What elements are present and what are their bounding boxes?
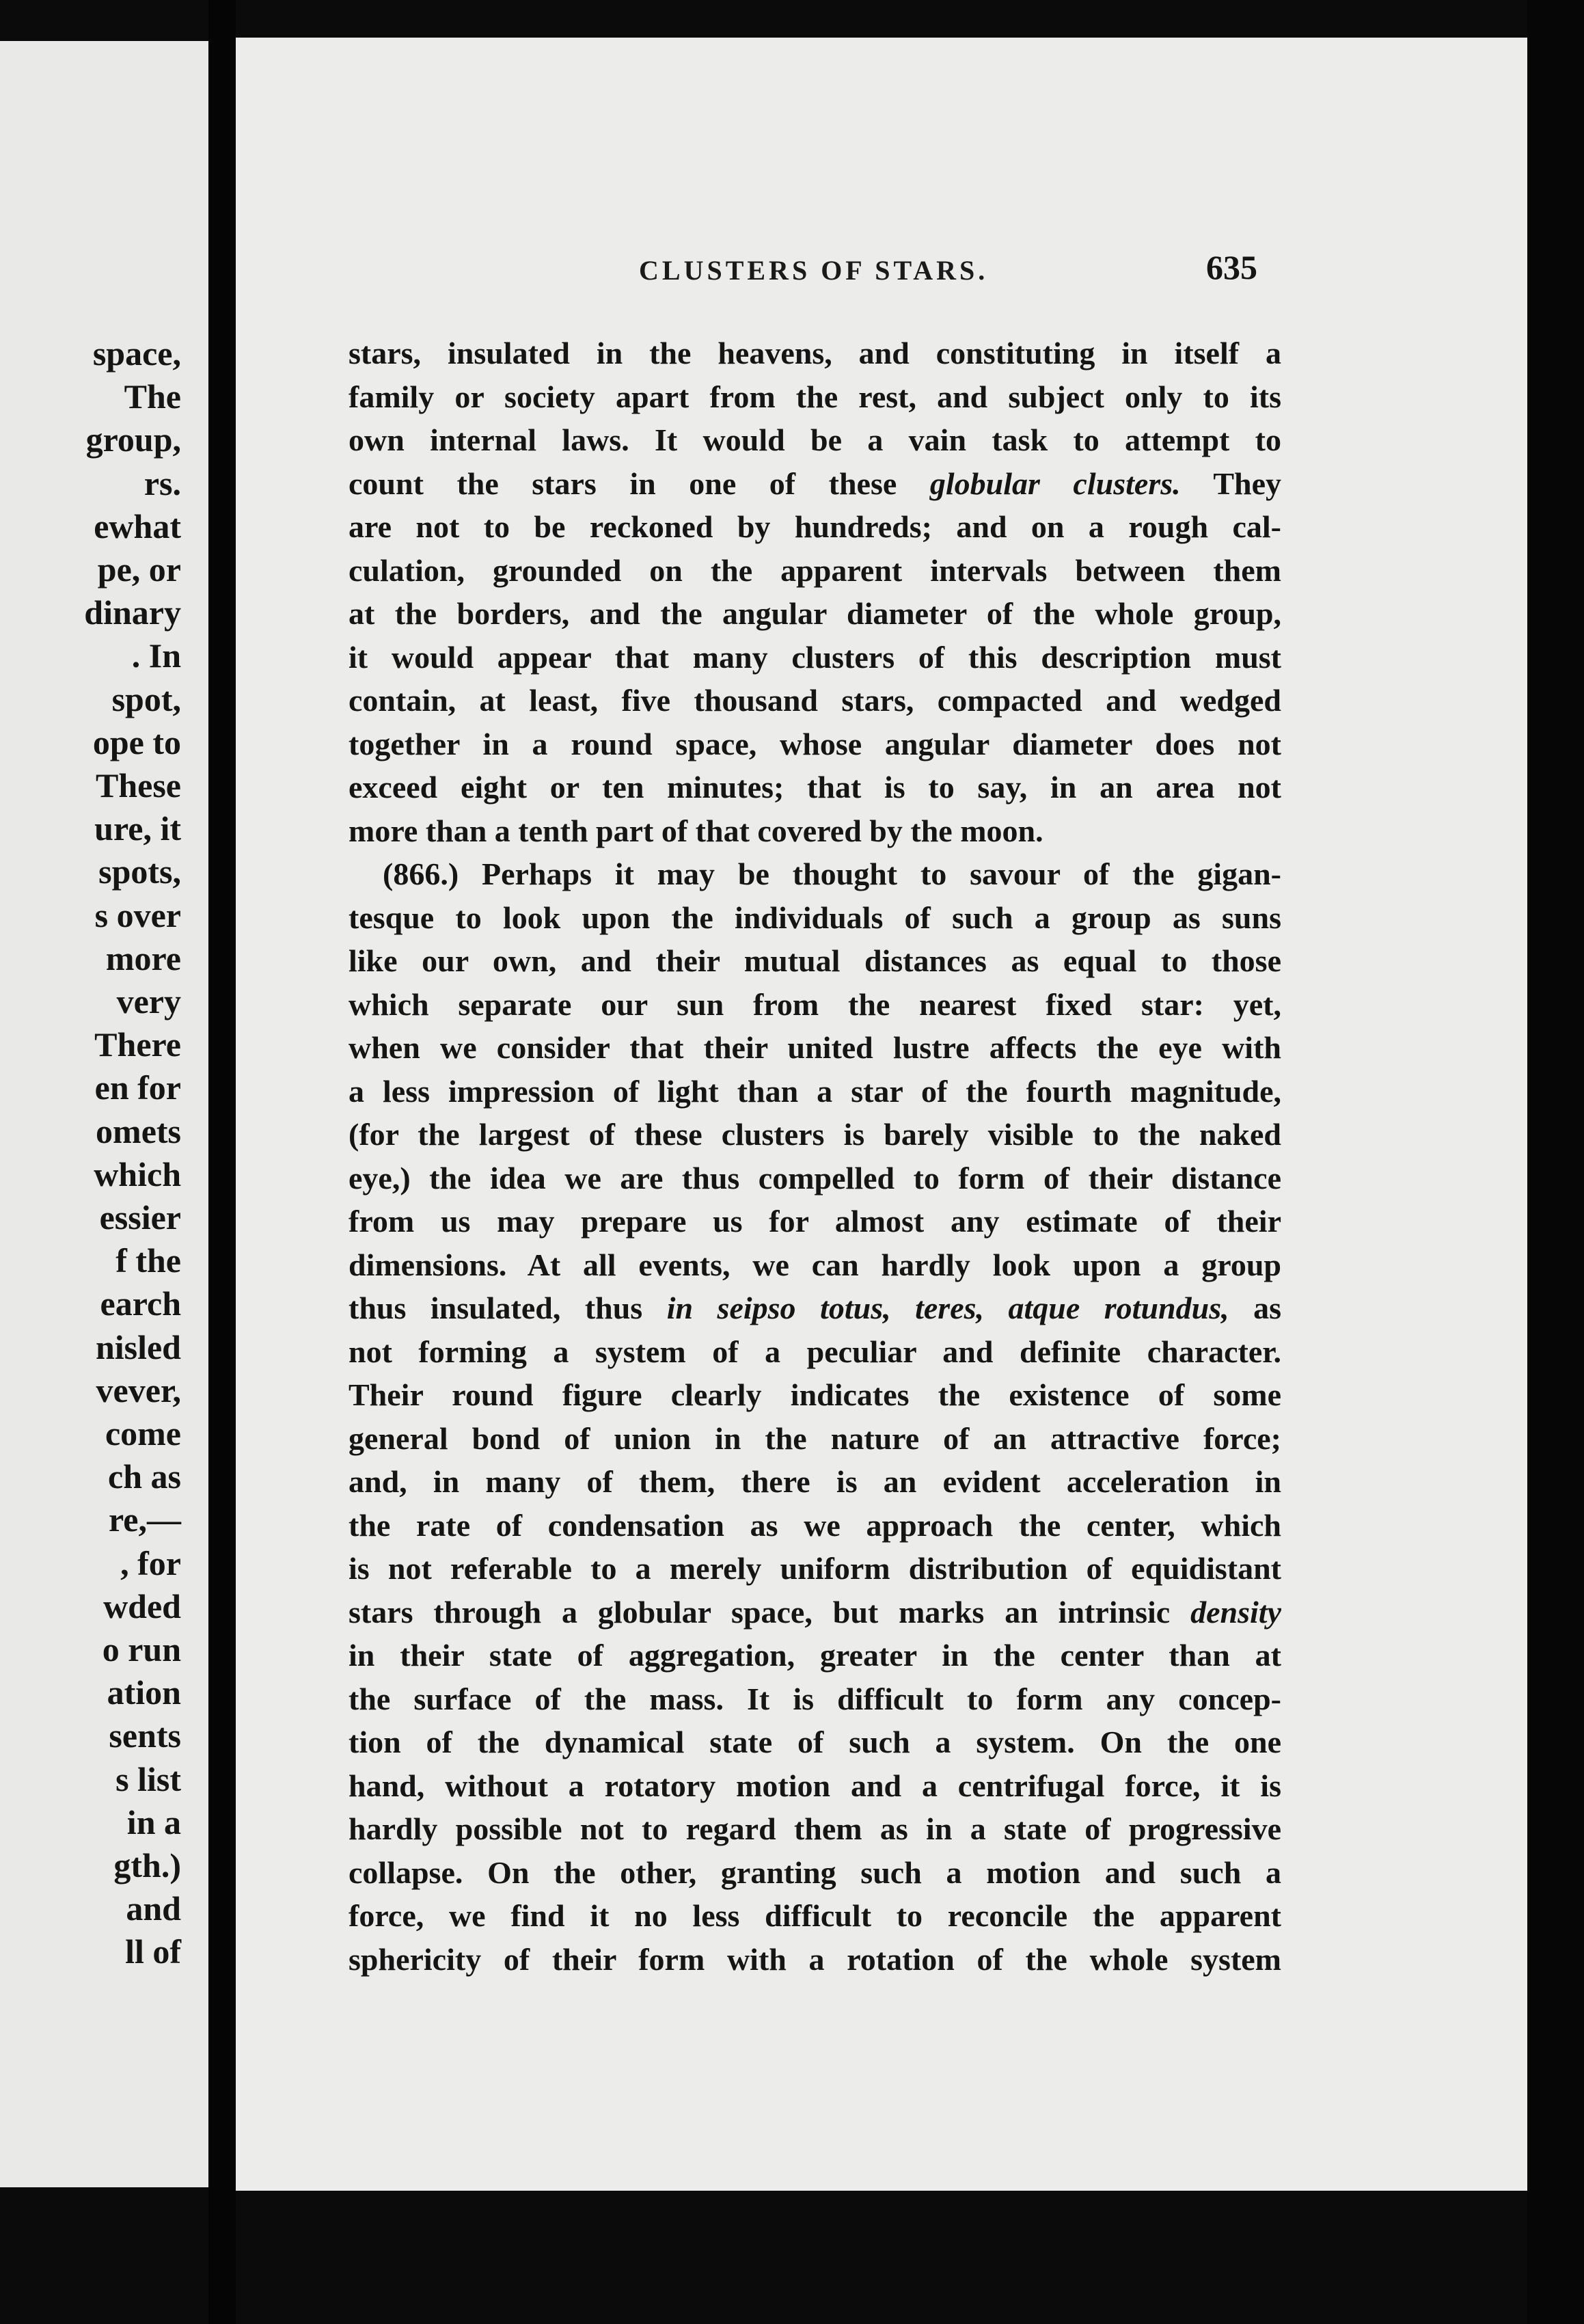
facing-page-line: gth.) <box>113 1846 181 1884</box>
facing-page-line: earch <box>100 1284 181 1323</box>
facing-page-line: ewhat <box>94 506 181 545</box>
facing-page-line: spots, <box>98 852 181 891</box>
text-line <box>349 636 1281 679</box>
text-segment: when we consider that their united lustre affects the eye with <box>349 1030 1281 1065</box>
text-segment: from us may prepare us for almost any estimate of their <box>349 1204 1281 1239</box>
text-line <box>349 1504 1281 1547</box>
text-segment: (for the largest of these clusters is barely visible to the naked <box>349 1117 1281 1152</box>
text-segment: own internal laws. It would be a vain task to attempt to <box>349 422 1281 457</box>
text-line <box>349 896 1281 939</box>
text-segment: the rate of condensation as we approach the center, which <box>349 1507 1281 1543</box>
text-line <box>349 679 1281 722</box>
text-line <box>349 418 1281 461</box>
facing-page-line: ure, it <box>94 809 181 848</box>
scan-border <box>1527 0 1584 2324</box>
facing-page-line: , for <box>120 1543 181 1582</box>
facing-page-line: The <box>124 377 181 416</box>
text-line <box>349 1113 1281 1156</box>
text-line <box>349 1330 1281 1373</box>
italic-phrase: density <box>1190 1594 1281 1630</box>
text-line <box>349 722 1281 766</box>
text-segment: general bond of union in the nature of an attractive force; <box>349 1420 1281 1456</box>
facing-page-line: pe, or <box>97 550 181 589</box>
facing-page-line: re,— <box>109 1500 181 1539</box>
facing-page-line: ope to <box>92 722 181 761</box>
facing-page-line: and <box>126 1889 181 1928</box>
facing-page-line: s over <box>94 895 181 934</box>
text-segment: They <box>1180 465 1281 501</box>
text-line <box>349 809 1281 852</box>
text-line <box>349 505 1281 548</box>
facing-page-line: rs. <box>144 463 181 502</box>
text-line <box>349 1070 1281 1113</box>
text-line <box>349 1807 1281 1850</box>
text-line <box>349 1851 1281 1894</box>
text-segment: and, in many of them, there is an evident acceleration in <box>349 1464 1281 1499</box>
text-line <box>349 1938 1281 1981</box>
text-segment: tesque to look upon the individuals of such a group as suns <box>349 900 1281 935</box>
text-segment: like our own, and their mutual distances as equal to those <box>349 943 1281 978</box>
facing-page-line: sents <box>109 1716 181 1755</box>
text-line <box>349 766 1281 809</box>
text-segment: thus insulated, thus <box>349 1291 667 1325</box>
text-segment: at the borders, and the angular diameter of the whole group, <box>349 596 1281 631</box>
text-segment: culation, grounded on the apparent intervals between them <box>349 552 1281 588</box>
text-segment: count the stars in one of these <box>349 465 930 501</box>
facing-page-line: These <box>96 766 181 805</box>
facing-page-line: come <box>105 1414 181 1452</box>
italic-phrase: in seipso totus, teres, atque rotundus, <box>666 1291 1229 1325</box>
facing-page-line: en for <box>94 1068 181 1107</box>
facing-page-line: nisled <box>95 1327 181 1366</box>
text-line <box>349 1373 1281 1416</box>
facing-page-line: o run <box>102 1630 181 1668</box>
text-line <box>349 1894 1281 1937</box>
text-segment: it would appear that many clusters of this description must <box>349 639 1281 675</box>
text-line <box>349 592 1281 635</box>
facing-page-line: space, <box>92 334 181 373</box>
facing-page-line: vever, <box>96 1370 181 1409</box>
facing-page-line: very <box>116 982 181 1021</box>
text-line <box>349 1634 1281 1677</box>
text-segment: which separate our sun from the nearest fixed star: yet, <box>349 986 1281 1022</box>
text-line <box>349 1764 1281 1807</box>
text-segment: the surface of the mass. It is difficult to form any concep- <box>349 1681 1281 1716</box>
text-line <box>349 462 1281 505</box>
facing-page-line: s list <box>115 1759 181 1798</box>
facing-page-line: essier <box>99 1198 181 1237</box>
text-segment: exceed eight or ten minutes; that is to say, in an area not <box>349 770 1281 805</box>
text-line <box>349 1157 1281 1200</box>
text-line <box>349 983 1281 1026</box>
text-segment: collapse. On the other, granting such a motion and such a <box>349 1854 1281 1890</box>
facing-page-line: spot, <box>111 679 181 718</box>
text-line <box>349 375 1281 418</box>
text-segment: is not referable to a merely uniform distribution of equidistant <box>349 1551 1281 1586</box>
text-line <box>349 1243 1281 1286</box>
text-line <box>349 939 1281 982</box>
text-segment: dimensions. At all events, we can hardly look upon a group <box>349 1247 1281 1282</box>
text-line <box>349 332 1281 375</box>
text-segment: as <box>1229 1291 1281 1325</box>
text-segment: in their state of aggregation, greater in the center than at <box>349 1638 1281 1673</box>
facing-page-line: ch as <box>108 1457 181 1496</box>
facing-page-line: in a <box>126 1802 181 1841</box>
text-line <box>349 1720 1281 1764</box>
text-segment: stars through a globular space, but marks an intrinsic <box>349 1594 1191 1630</box>
text-segment: sphericity of their form with a rotation of the whole system <box>349 1941 1281 1977</box>
facing-page-line: dinary <box>84 593 181 632</box>
facing-page-line: more <box>105 938 181 977</box>
italic-phrase: globular clusters. <box>929 465 1181 501</box>
text-line <box>349 1460 1281 1503</box>
text-segment: (866.) Perhaps it may be thought to savour of the gigan- <box>383 856 1281 891</box>
facing-page-line: group, <box>85 420 181 459</box>
text-segment: hand, without a rotatory motion and a centrifugal force, it is <box>349 1768 1281 1803</box>
facing-page-line: . In <box>131 636 181 675</box>
text-segment: stars, insulated in the heavens, and constituting in itself a <box>349 336 1281 370</box>
text-line <box>349 1547 1281 1590</box>
facing-page-line: wded <box>103 1586 181 1625</box>
text-line <box>349 1417 1281 1460</box>
text-segment: family or society apart from the rest, and subject only to its <box>349 379 1281 414</box>
text-segment: force, we find it no less difficult to reconcile the apparent <box>349 1898 1281 1933</box>
book-gutter <box>208 0 236 2324</box>
running-header: CLUSTERS OF STARS. <box>639 255 989 286</box>
text-segment: together in a round space, whose angular diameter does not <box>349 726 1281 761</box>
text-segment: eye,) the idea we are thus compelled to form of their distance <box>349 1160 1281 1195</box>
text-segment: are not to be reckoned by hundreds; and on a rough cal- <box>349 509 1281 544</box>
text-line <box>349 1286 1281 1329</box>
text-line <box>349 852 1281 895</box>
text-line <box>349 1026 1281 1069</box>
facing-page-line: ll of <box>125 1932 181 1971</box>
text-line <box>349 1200 1281 1243</box>
text-segment: not forming a system of a peculiar and definite character. <box>349 1334 1281 1369</box>
page-number: 635 <box>1206 248 1257 286</box>
facing-page-line: f the <box>115 1241 181 1280</box>
text-segment: Their round figure clearly indicates the existence of some <box>349 1377 1281 1412</box>
text-line <box>349 1677 1281 1720</box>
text-segment: tion of the dynamical state of such a system. On the one <box>349 1725 1281 1759</box>
text-line <box>349 549 1281 592</box>
text-line <box>349 1591 1281 1634</box>
facing-page-line: which <box>94 1154 181 1193</box>
text-segment: more than a tenth part of that covered by the moon. <box>349 813 1043 848</box>
facing-page-line: omets <box>96 1111 181 1150</box>
text-segment: hardly possible not to regard them as in a state of progressive <box>349 1811 1281 1846</box>
text-segment: contain, at least, five thousand stars, compacted and wedged <box>349 683 1281 718</box>
text-segment: a less impression of light than a star of the fourth magnitude, <box>349 1073 1281 1109</box>
facing-page-line: There <box>94 1025 181 1064</box>
facing-page-line: ation <box>107 1673 181 1712</box>
